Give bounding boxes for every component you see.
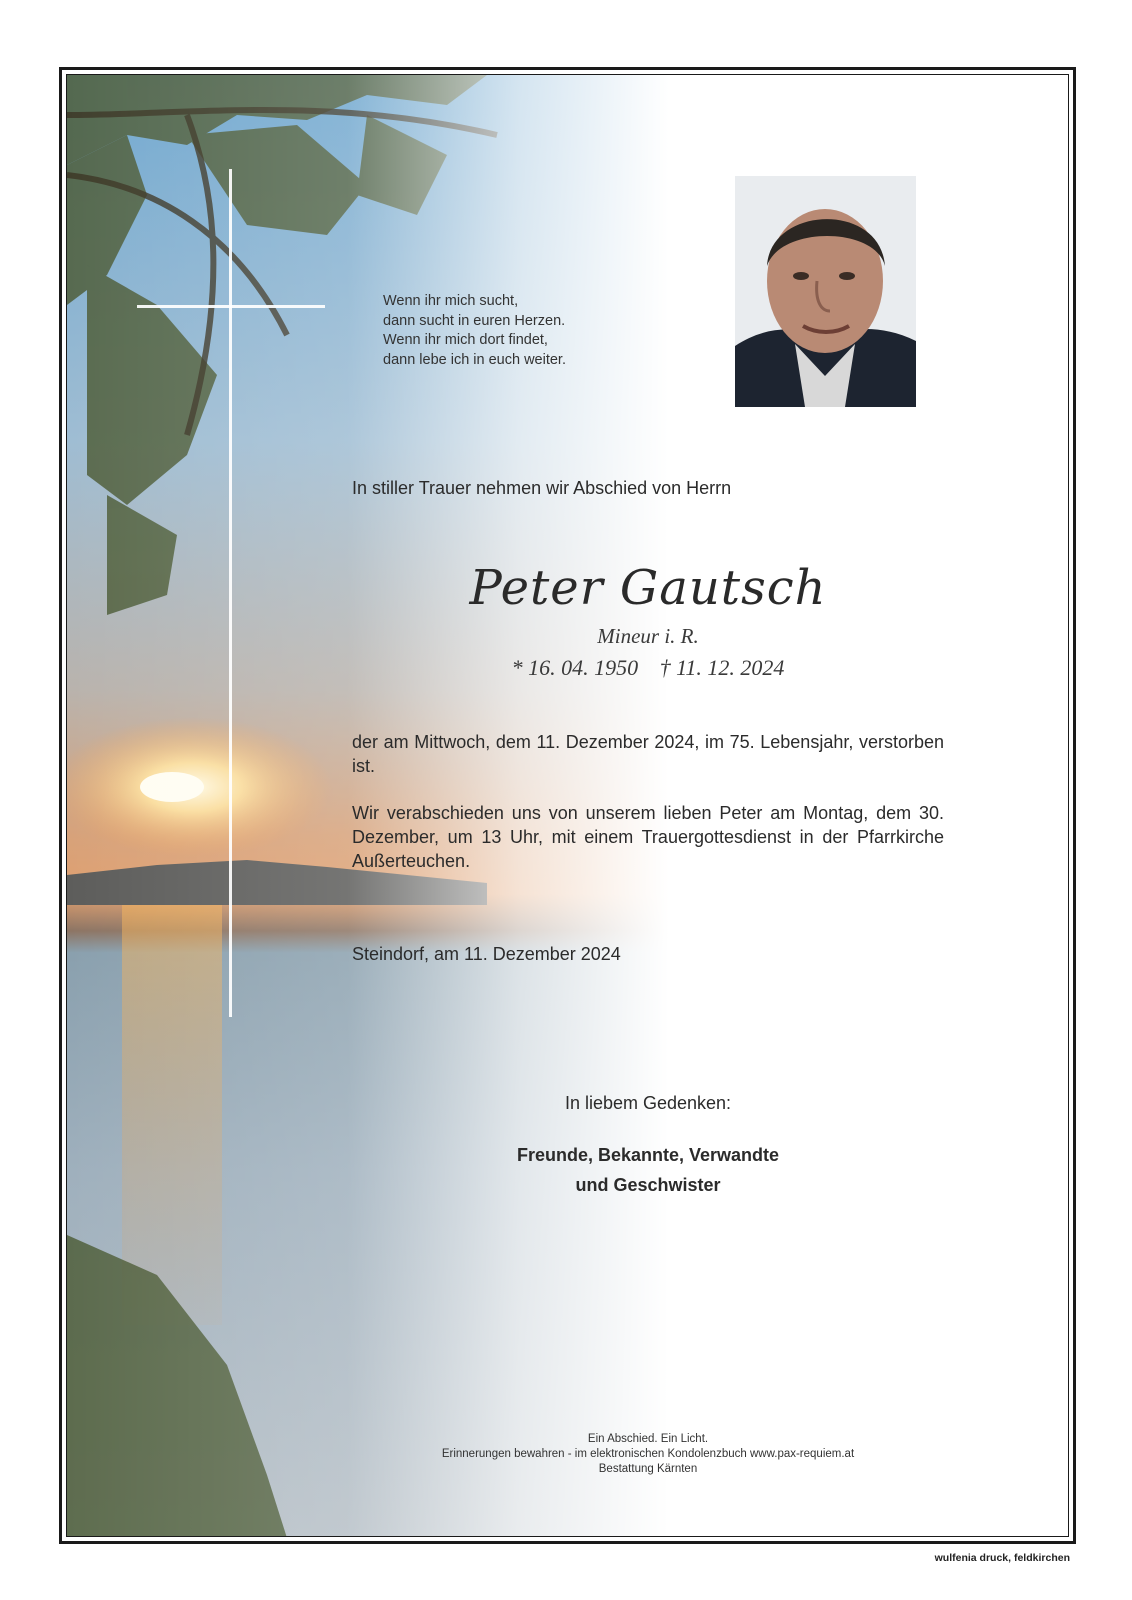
- memory-heading: In liebem Gedenken:: [564, 1093, 732, 1113]
- birth-date: * 16. 04. 1950: [511, 655, 639, 680]
- poem-line: dann sucht in euren Herzen.: [383, 312, 566, 329]
- printer-credit: wulfenia druck, feldkirchen: [934, 1552, 1070, 1564]
- deceased-profession: Mineur i. R.: [597, 624, 699, 648]
- death-notice-paragraph: der am Mittwoch, dem 11. Dezember 2024, im 75. Lebensjahr, verstorben ist.: [352, 732, 944, 776]
- poem: [383, 292, 566, 370]
- poem-line: Wenn ihr mich dort findet,: [383, 332, 548, 348]
- footer-line: Bestattung Kärnten: [598, 1463, 698, 1475]
- death-date: † 11. 12. 2024: [659, 655, 785, 680]
- poem-line: dann lebe ich in euch weiter.: [383, 351, 566, 368]
- mourners: [352, 1140, 944, 1200]
- intro-text: In stiller Trauer nehmen wir Abschied von Herrn: [352, 478, 732, 498]
- deceased-name: Peter Gautsch: [469, 560, 827, 616]
- cross-horizontal-beam: [137, 305, 325, 308]
- mourners-line: Freunde, Bekannte, Verwandte: [516, 1145, 780, 1165]
- poem-line: Wenn ihr mich sucht,: [383, 293, 519, 309]
- service-notice-paragraph: Wir verabschieden uns von unserem lieben Peter am Montag, dem 30. Dezember, um 13 Uhr, mit einem Trauergottesdienst in der Pfarrkirche Außerteuchen.: [352, 803, 944, 871]
- mourners-line: und Geschwister: [575, 1175, 721, 1195]
- portrait-photo: [735, 176, 916, 407]
- footer: [352, 1432, 944, 1477]
- footer-line: Ein Abschied. Ein Licht.: [587, 1433, 709, 1445]
- life-dates: [352, 655, 944, 681]
- footer-line: Erinnerungen bewahren - im elektronischen Kondolenzbuch www.pax-requiem.at: [441, 1448, 855, 1460]
- cross-vertical-beam: [229, 169, 232, 1017]
- place-date: Steindorf, am 11. Dezember 2024: [352, 944, 621, 964]
